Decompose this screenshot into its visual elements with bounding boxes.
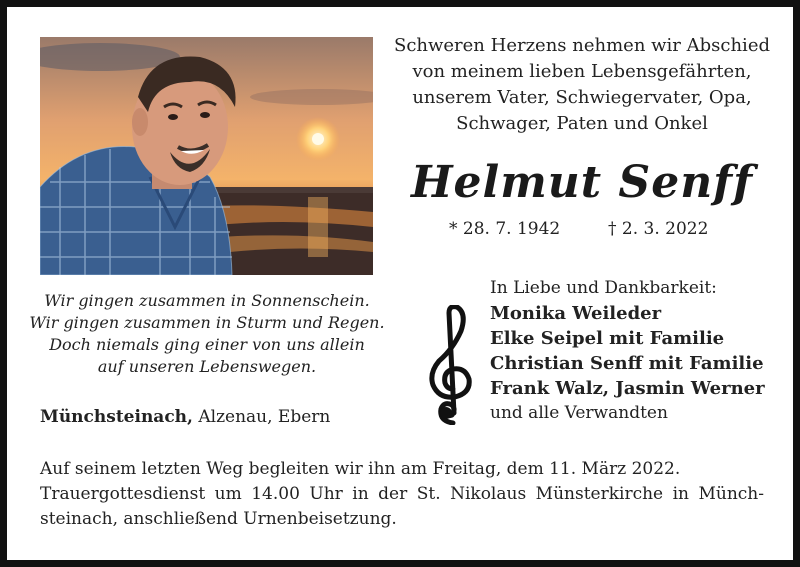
funeral-line: Trauergottesdienst um 14.00 Uhr in der St. Nikolaus Münsterkirche in Münch- (40, 484, 764, 504)
poem-line: Doch niemals ging einer von uns allein (49, 335, 365, 354)
mourner-name: Monika Weileder (490, 303, 662, 324)
intro-line: von meinem lieben Lebensgefährten, (412, 61, 752, 82)
mourner-name: Frank Walz, Jasmin Werner (490, 378, 765, 399)
place-main: Münchsteinach, (40, 407, 193, 427)
intro-line: Schwager, Paten und Onkel (456, 113, 708, 134)
intro-line: unserem Vater, Schwiegervater, Opa, (412, 87, 752, 108)
funeral-line: Auf seinem letzten Weg begleiten wir ihn am Freitag, dem 11. März 2022. (40, 459, 681, 479)
treble-clef-icon (427, 305, 477, 425)
portrait-photo (40, 37, 373, 275)
poem-line: Wir gingen zusammen in Sturm und Regen. (29, 313, 385, 332)
mourners-closing: und alle Verwandten (490, 403, 668, 423)
poem (27, 290, 387, 378)
birth-date: * 28. 7. 1942 (449, 219, 561, 239)
death-date: † 2. 3. 2022 (608, 219, 709, 239)
obituary-card (7, 7, 793, 560)
mourner-name: Christian Senff mit Familie (490, 353, 764, 374)
poem-line: Wir gingen zusammen in Sonnenschein. (44, 291, 370, 310)
funeral-line: steinach, anschließend Urnenbeisetzung. (40, 509, 397, 529)
place-others: Alzenau, Ebern (192, 407, 331, 427)
intro-text (387, 33, 777, 137)
mourners-heading: In Liebe und Dankbarkeit: (490, 278, 717, 298)
deceased-name: Helmut Senff (410, 157, 754, 208)
poem-line: auf unseren Lebenswegen. (97, 357, 317, 376)
intro-line: Schweren Herzens nehmen wir Abschied (393, 35, 770, 56)
mourners-list (490, 276, 790, 426)
funeral-details (40, 457, 764, 532)
places (40, 407, 330, 427)
mourner-name: Elke Seipel mit Familie (490, 328, 725, 349)
